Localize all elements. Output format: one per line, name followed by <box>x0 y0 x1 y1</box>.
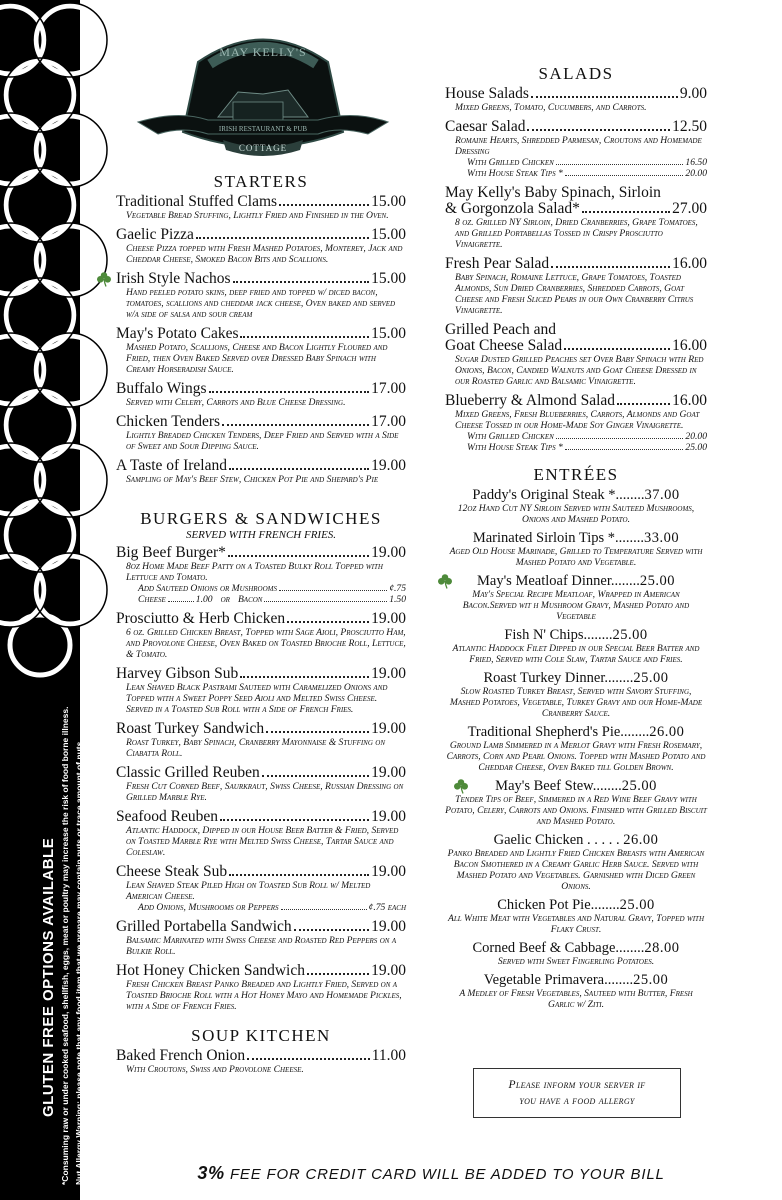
item-price: 26.00 <box>623 832 659 848</box>
item-name: Chicken Tenders <box>116 413 221 430</box>
svg-text:COTTAGE: COTTAGE <box>238 143 288 153</box>
menu-item <box>445 185 707 250</box>
item-price: 37.00 <box>644 487 680 503</box>
menu-item <box>116 1048 406 1075</box>
fee-text: FEE FOR CREDIT CARD WILL BE ADDED TO YOUR BILL <box>224 1166 665 1183</box>
item-desc: Ground Lamb Simmered in a Merlot Gravy with Fresh Rosemary, Carrots, Corn and Pearl Onions. Topped with Mashed Potato and Cheddar Cheese, Oven Baked till Golden Brown. <box>446 740 706 773</box>
entree-item: Roast Turkey Dinner........25.00 Slow Roasted Turkey Breast, Served with Savory Stuffing, Mashed Potatoes, Vegetable, Turkey Gravy and our Home-Made Cranberry Sauce. <box>445 670 707 719</box>
item-name: Chicken Pot Pie <box>497 897 591 913</box>
item-price: 19.00 <box>371 962 406 979</box>
item-price: 16.00 <box>672 255 707 272</box>
item-desc: 6 oz. Grilled Chicken Breast, Topped with Sage Aioli, Prosciutto Ham, and Provolone Cheese, Oven Baked on Toasted Brioche Roll, Lettuce, & Tomato. <box>126 627 406 660</box>
item-name: Fresh Pear Salad <box>445 255 550 272</box>
burgers-title: BURGERS & SANDWICHES <box>140 509 382 528</box>
item-desc: Fresh Cut Corned Beef, Saurkraut, Swiss Cheese, Russian Dressing on Grilled Marble Rye. <box>126 781 404 803</box>
allergy-line-1: Please inform your server if <box>508 1079 646 1091</box>
entree-item: Marinated Sirloin Tips *........33.00 Aged Old House Marinade, Grilled to Temperature Served with Mashed Potato and Vegetable. <box>445 530 707 568</box>
entree-item: May's Meatloaf Dinner........25.00 May's Special Recipe Meatloaf, Wrapped in American Bacon.Served wit h Mushroom Gravy, Mashed Potato and Vegetable <box>445 573 707 622</box>
item-name: Goat Cheese Salad <box>445 337 563 354</box>
item-price: 19.00 <box>371 863 406 880</box>
item-desc: Atlantic Haddock, Dipped in our House Beer Batter & Fried, Served on Toasted Marble Rye with Melted Swiss Cheese, Tartar Sauce and Coleslaw. <box>126 825 399 858</box>
item-price: 25.00 <box>621 778 657 794</box>
item-name: Paddy's Original Steak * <box>472 487 616 503</box>
item-name: Hot Honey Chicken Sandwich <box>116 962 305 979</box>
item-price: 25.00 <box>639 573 675 589</box>
restaurant-logo <box>138 22 388 172</box>
item-desc: 8 oz. Grilled NY Sirloin, Dried Cranberries, Grape Tomatoes, and Grilled Portabellas Tossed in Crispy Prosciutto Vinaigrette. <box>455 217 698 250</box>
item-desc: Sugar Dusted Grilled Peaches set Over Baby Spinach with Red Onions, Bacon, Candied Walnuts and Goat Cheese Dressed in our Roasted Garlic and Balsamic Vinaigrette. <box>455 354 704 387</box>
nut-allergy-warning: Nut Allergy Warning: please note that any food item that we prepare may contain nuts or trace amount of nuts. <box>74 739 84 1185</box>
menu-item <box>116 271 406 320</box>
entree-item: Corned Beef & Cabbage........28.00 Served with Sweet Fingerling Potatoes. <box>445 940 707 967</box>
salads-title: SALADS <box>538 64 614 83</box>
menu-item <box>116 864 406 913</box>
item-price: 15.00 <box>371 325 406 342</box>
item-desc: Fresh Chicken Breast Panko Breaded and Lightly Fried, Served on a Toasted Brioche Roll with a Hot Honey Mayo and Homemade Pickles, with a Side of French Fries. <box>126 979 402 1012</box>
left-column <box>116 172 406 1081</box>
add-on-line: With House Steak Tips * 20.00 <box>467 168 707 179</box>
item-name: Roast Turkey Sandwich <box>116 720 265 737</box>
item-price: 17.00 <box>371 380 406 397</box>
item-desc: Slow Roasted Turkey Breast, Served with Savory Stuffing, Mashed Potatoes, Vegetable, Turkey Gravy and our Home-Made Cranberry Sauce. <box>449 686 703 719</box>
item-name: Gaelic Pizza <box>116 226 194 243</box>
item-desc: Sampling of May's Beef Stew, Chicken Pot Pie and Shepard's Pie <box>126 474 379 485</box>
item-desc: Mixed Greens, Fresh Blueberries, Carrots, Almonds and Goat Cheese Tossed in our Home-Made Soy Ginger Vinaigrette. <box>455 409 700 431</box>
item-name: May's Meatloaf Dinner <box>476 573 611 589</box>
item-price: 19.00 <box>371 457 406 474</box>
item-price: 15.00 <box>371 193 406 210</box>
fee-percent: 3% <box>197 1163 225 1183</box>
item-price: 16.00 <box>672 337 707 354</box>
item-name: Buffalo Wings <box>116 380 207 397</box>
item-desc: May's Special Recipe Meatloaf, Wrapped in American Bacon.Served wit h Mushroom Gravy, Mashed Potato and Vegetable <box>462 589 690 622</box>
entree-item: May's Beef Stew........25.00 Tender Tips of Beef, Simmered in a Red Wine Beef Gravy with Potato, Celery, Carrots and Onions. Finished with Grilled Biscuit and Mashed Potato. <box>445 778 707 827</box>
item-desc: Aged Old House Marinade, Grilled to Temperature Served with Mashed Potato and Vegetable. <box>449 546 703 568</box>
add-on-line: With Grilled Chicken 20.00 <box>467 431 707 442</box>
item-price: 19.00 <box>371 610 406 627</box>
item-price: 25.00 <box>633 972 669 988</box>
item-desc: Mixed Greens, Tomato, Cucumbers, and Carrots. <box>455 102 647 113</box>
menu-item <box>116 194 406 221</box>
shamrock-icon <box>453 778 469 794</box>
allergy-notice <box>473 1068 681 1118</box>
item-price: 25.00 <box>619 897 655 913</box>
item-desc: Served with Sweet Fingerling Potatoes. <box>497 956 655 967</box>
starters-title: STARTERS <box>213 172 309 191</box>
item-price: 25.00 <box>612 627 648 643</box>
item-price: 19.00 <box>371 544 406 561</box>
item-desc: Mashed Potato, Scallions, Cheese and Bacon Lightly Floured and Fried, then Oven Baked Served over Dressed Baby Spinach with Creamy Horseradish Sauce. <box>126 342 388 375</box>
shamrock-icon <box>96 271 112 287</box>
item-price: 19.00 <box>371 764 406 781</box>
menu-item <box>116 458 406 485</box>
item-price: 15.00 <box>371 226 406 243</box>
item-name: Traditional Stuffed Clams <box>116 193 278 210</box>
menu-item <box>116 611 406 660</box>
entree-item: Fish N' Chips........25.00 Atlantic Haddock Filet Dipped in our Special Beer Batter and Fried, Served with Cole Slaw, Tartar Sauce and Fries. <box>445 627 707 665</box>
item-desc: Roast Turkey, Baby Spinach, Cranberry Mayonnaise & Stuffing on Ciabatta Roll. <box>126 737 386 759</box>
item-name: May's Beef Stew <box>495 778 593 794</box>
item-name: Big Beef Burger* <box>116 544 226 561</box>
menu-item <box>116 326 406 375</box>
item-desc: A Medley of Fresh Vegetables, Sauteed with Butter, Fresh Garlic w/ Ziti. <box>459 988 693 1010</box>
shamrock-icon <box>437 573 453 589</box>
item-price: 11.00 <box>371 1047 406 1064</box>
menu-item <box>116 765 406 803</box>
credit-card-fee-notice <box>80 1163 782 1184</box>
item-desc: 12oz Hand Cut NY Sirloin Served with Sauteed Mushrooms, Onions and Mashed Potato. <box>457 503 695 525</box>
entree-item: Gaelic Chicken . . . . . 26.00 Panko Breaded and Lightly Fried Chicken Breasts with American Bacon Smothered in a Creamy Garlic Herb Sauce. Served with Mashed Potato and Vegetables. Garnished with Diced Green Onions. <box>445 832 707 892</box>
item-name: Traditional Shepherd's Pie <box>467 724 621 740</box>
item-name: Gaelic Chicken <box>493 832 584 848</box>
svg-text:MAY KELLY'S: MAY KELLY'S <box>219 45 307 59</box>
item-desc: Cheese Pizza topped with Fresh Mashed Potatoes, Monterey, Jack and Cheddar Cheese, Smoked Bacon Bits and Scallions. <box>126 243 403 265</box>
item-name: Blueberry & Almond Salad <box>445 392 616 409</box>
item-desc: Atlantic Haddock Filet Dipped in our Special Beer Batter and Fried, Served with Cole Slaw, Tartar Sauce and Fries. <box>452 643 700 665</box>
item-desc: All White Meat with Vegetables and Natural Gravy, Topped with Flaky Crust. <box>447 913 705 935</box>
menu-item <box>445 86 707 113</box>
item-desc: Lean Shaved Black Pastrami Sauteed with Caramelized Onions and Topped with a Sweet Poppy Seed Aioli and Melted Swiss Cheese. Served in a Toasted Sub Roll with a Side of French Fries. <box>126 682 388 715</box>
item-price: 27.00 <box>672 200 707 217</box>
add-on-line: With House Steak Tips * 25.00 <box>467 442 707 453</box>
menu-item <box>445 119 707 179</box>
menu-item <box>116 414 406 452</box>
add-on-line: Add Onions, Mushrooms or Peppers ¢.75 each <box>138 902 406 913</box>
item-desc: 8oz Home Made Beef Patty on a Toasted Bulky Roll Topped with Lettuce and Tomato. <box>126 561 383 583</box>
item-desc: Served with Celery, Carrots and Blue Cheese Dressing. <box>126 397 346 408</box>
item-price: 19.00 <box>371 720 406 737</box>
item-price: 15.00 <box>371 270 406 287</box>
menu-item <box>116 381 406 408</box>
item-desc: Tender Tips of Beef, Simmered in a Red Wine Beef Gravy with Potato, Celery, Carrots and Onions. Finished with Grilled Biscuit and Mashed Potato. <box>445 794 707 827</box>
item-desc: Romaine Hearts, Shredded Parmesan, Croutons and Homemade Dressing <box>455 135 702 157</box>
raw-food-warning: *Consuming raw or under cooked seafood, shellfish, eggs, meat or poultry may increase the risk of food borne illness. <box>60 706 70 1185</box>
item-price: 12.50 <box>672 118 707 135</box>
celtic-border <box>0 0 84 1200</box>
item-desc: With Croutons, Swiss and Provolone Cheese. <box>126 1064 304 1075</box>
item-name: Prosciutto & Herb Chicken <box>116 610 286 627</box>
menu-item <box>116 919 406 957</box>
item-name: Grilled Peach and <box>445 321 557 338</box>
item-desc: Hand peeled potato skins, deep fried and topped w/ diced bacon, tomatoes, scallions and cheddar jack cheese, Oven baked and served w/a side of salsa and sour cream <box>126 287 396 320</box>
gluten-free-title: GLUTEN FREE OPTIONS AVAILABLE <box>40 837 57 1117</box>
entree-item: Traditional Shepherd's Pie........26.00 Ground Lamb Simmered in a Merlot Gravy with Fresh Rosemary, Carrots, Corn and Pearl Onions. Topped with Mashed Potato and Cheddar Cheese, Oven Baked till Golden Brown. <box>446 724 706 773</box>
item-price: 26.00 <box>649 724 685 740</box>
entree-item: Vegetable Primavera........25.00 A Medley of Fresh Vegetables, Sauteed with Butter, Fresh Garlic w/ Ziti. <box>445 972 707 1010</box>
celtic-knot-pattern <box>0 0 80 690</box>
add-on-line: Cheese 1.00 or Bacon 1.50 <box>138 594 406 605</box>
item-price: 19.00 <box>371 808 406 825</box>
item-desc: Balsamic Marinated with Swiss Cheese and Roasted Red Peppers on a Bulkie Roll. <box>126 935 397 957</box>
item-price: 19.00 <box>371 918 406 935</box>
menu-item <box>116 963 406 1012</box>
item-name: Classic Grilled Reuben <box>116 764 260 781</box>
item-desc: Vegetable Bread Stuffing, Lightly Fried and Finished in the Oven. <box>126 210 389 221</box>
item-price: 17.00 <box>371 413 406 430</box>
item-price: 25.00 <box>633 670 669 686</box>
add-on-line: With Grilled Chicken 16.50 <box>467 157 707 168</box>
item-price: 19.00 <box>371 665 406 682</box>
item-price: 9.00 <box>679 85 707 102</box>
menu-item <box>445 393 707 453</box>
item-name: Cheese Steak Sub <box>116 863 228 880</box>
item-desc: Lightly Breaded Chicken Tenders, Deep Fried and Served with a Side of Sweet and Sour Dipping Sauce. <box>126 430 399 452</box>
item-name: Caesar Salad <box>445 118 526 135</box>
menu-item <box>116 666 406 715</box>
menu-item <box>445 256 707 316</box>
item-name: Fish N' Chips <box>504 627 584 643</box>
menu-item <box>445 322 707 387</box>
item-name: Marinated Sirloin Tips * <box>472 530 616 546</box>
item-name: Vegetable Primavera <box>483 972 605 988</box>
item-name: Roast Turkey Dinner <box>483 670 605 686</box>
item-name: Harvey Gibson Sub <box>116 665 239 682</box>
svg-text:IRISH RESTAURANT & PUB: IRISH RESTAURANT & PUB <box>218 125 308 133</box>
item-name: Seafood Reuben <box>116 808 219 825</box>
item-price: 33.00 <box>644 530 680 546</box>
item-desc: Lean Shaved Steak Piled High on Toasted Sub Roll w/ Melted American Cheese. <box>126 880 371 902</box>
allergy-line-2: you have a food allergy <box>519 1095 635 1107</box>
sidebar-text <box>40 706 85 1185</box>
item-price: 28.00 <box>644 940 680 956</box>
menu-item <box>116 721 406 759</box>
burgers-subtitle: SERVED WITH FRENCH FRIES. <box>185 529 337 541</box>
item-name: Irish Style Nachos <box>116 270 231 287</box>
item-desc: Baby Spinach, Romaine Lettuce, Grape Tomatoes, Toasted Almonds, Sun Dried Cranberries, Shredded Carrots, Goat Cheese and Fresh Sliced Pears in our Own Cranberry Citrus Vinaigrette. <box>455 272 694 316</box>
item-name: May Kelly's Baby Spinach, Sirloin <box>445 184 661 201</box>
add-on-line: Add Sauteed Onions or Mushrooms ¢.75 <box>138 583 406 594</box>
entree-item: Paddy's Original Steak *........37.00 12oz Hand Cut NY Sirloin Served with Sauteed Mushrooms, Onions and Mashed Potato. <box>445 487 707 525</box>
item-name: A Taste of Ireland <box>116 457 227 474</box>
item-desc: Panko Breaded and Lightly Fried Chicken Breasts with American Bacon Smothered in a Creamy Garlic Herb Sauce. Served with Mashed Potato and Vegetables. Garnished with Diced Green Onions. <box>447 848 705 892</box>
item-price: 16.00 <box>672 392 707 409</box>
item-name: Baked French Onion <box>116 1047 246 1064</box>
right-column <box>445 64 707 1015</box>
item-name: House Salads <box>445 85 529 102</box>
menu-item <box>116 809 406 858</box>
menu-item <box>116 227 406 265</box>
item-name: Corned Beef & Cabbage <box>472 940 616 956</box>
item-name: May's Potato Cakes <box>116 325 239 342</box>
entrees-title: ENTRÉES <box>533 465 619 484</box>
item-name: Grilled Portabella Sandwich <box>116 918 292 935</box>
soup-title: SOUP KITCHEN <box>191 1026 331 1045</box>
item-name: & Gorgonzola Salad* <box>445 200 580 217</box>
menu-item <box>116 545 406 605</box>
entree-item: Chicken Pot Pie........25.00 All White Meat with Vegetables and Natural Gravy, Topped with Flaky Crust. <box>445 897 707 935</box>
